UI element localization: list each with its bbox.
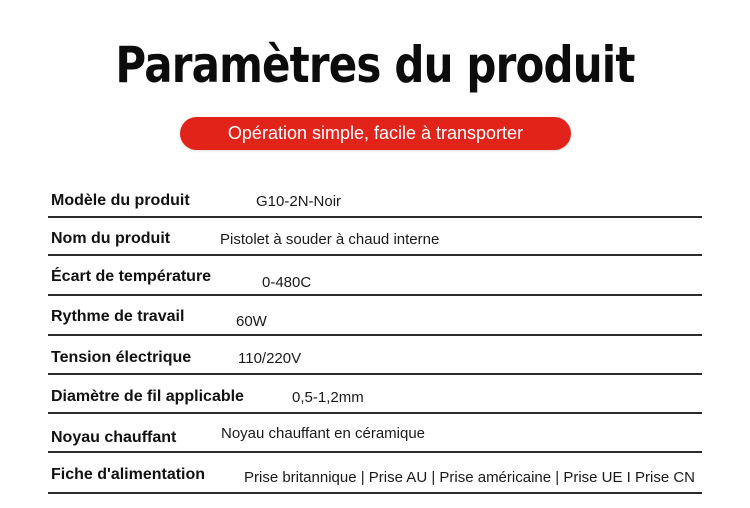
- spec-label: Modèle du produit: [51, 192, 190, 209]
- spec-label: Fiche d'alimentation: [51, 466, 206, 483]
- spec-value: 60W: [236, 313, 267, 330]
- spec-label: Tension électrique: [51, 349, 192, 366]
- spec-value: 110/220V: [238, 350, 302, 367]
- spec-label: Noyau chauffant: [51, 429, 177, 446]
- row-divider: [48, 373, 702, 375]
- spec-value: Prise britannique | Prise AU | Prise américaine | Prise UE I Prise CN: [244, 469, 696, 486]
- spec-label: Rythme de travail: [51, 308, 185, 325]
- spec-row-heating-core: [48, 415, 702, 453]
- row-divider: [48, 334, 702, 336]
- subtitle-badge: Opération simple, facile à transporter: [180, 117, 571, 150]
- spec-row-wire-diameter: [48, 376, 702, 414]
- spec-value: Pistolet à souder à chaud interne: [220, 231, 440, 248]
- spec-value: 0-480C: [262, 274, 312, 291]
- spec-value: 0,5-1,2mm: [292, 389, 364, 406]
- spec-row-model: [48, 180, 702, 218]
- spec-label: Nom du produit: [51, 230, 171, 247]
- spec-row-name: [48, 218, 702, 256]
- page-title: Paramètres du produit: [115, 36, 635, 94]
- spec-value: Noyau chauffant en céramique: [221, 425, 426, 442]
- row-divider: [48, 294, 702, 296]
- spec-row-temperature: [48, 258, 702, 296]
- spec-row-voltage: [48, 337, 702, 375]
- spec-value: G10-2N-Noir: [256, 193, 342, 210]
- spec-row-power: [48, 298, 702, 336]
- row-divider: [48, 451, 702, 453]
- spec-row-plug: [48, 456, 702, 494]
- row-divider: [48, 412, 702, 414]
- row-divider: [48, 492, 702, 494]
- row-divider: [48, 254, 702, 256]
- spec-label: Diamètre de fil applicable: [51, 388, 244, 405]
- spec-label: Écart de température: [51, 268, 212, 285]
